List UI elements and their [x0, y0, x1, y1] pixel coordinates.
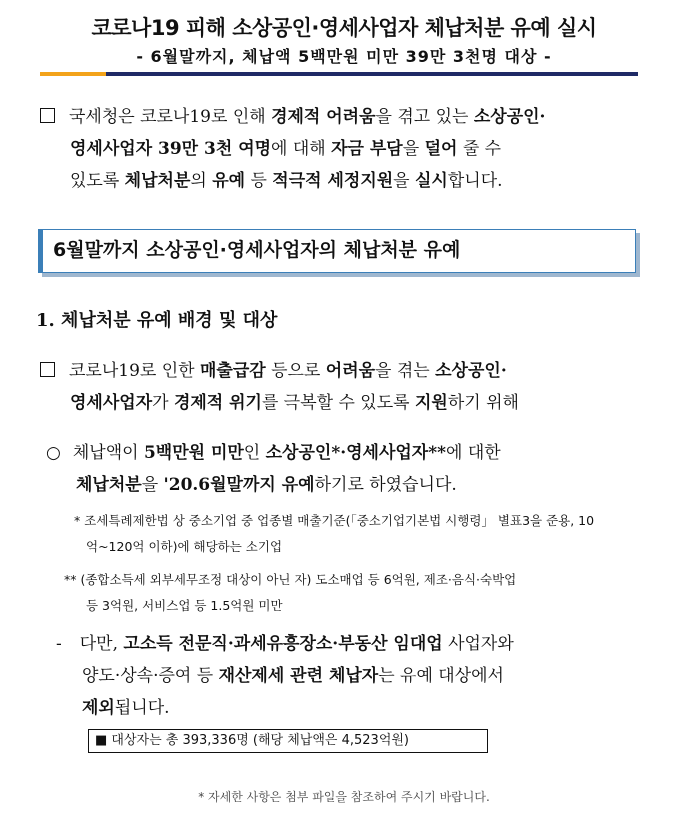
- intro-line-3: 있도록 체납처분의 유예 등 적극적 세정지원을 실시합니다.: [70, 171, 503, 191]
- attachment-note: * 자세한 사항은 첨부 파일을 참조하여 주시기 바랍니다.: [198, 790, 490, 804]
- square-bullet-icon: [40, 108, 55, 123]
- exclusion-line-3: 제외됩니다.: [82, 698, 170, 718]
- document-subtitle: - 6월말까지, 체납액 5백만원 미만 39만 3천명 대상 -: [136, 47, 552, 66]
- circle-bullet-icon: ○: [46, 443, 61, 463]
- header-rule-accent: [40, 72, 106, 76]
- intro-paragraph: [40, 101, 640, 197]
- section-title: 6월말까지 소상공인·영세사업자의 체납처분 유예: [38, 229, 636, 273]
- dash-bullet: -: [56, 634, 62, 654]
- exclusion-paragraph: [56, 628, 640, 724]
- exclusion-line-2: 양도·상속·증여 등 재산제세 관련 체납자는 유예 대상에서: [82, 666, 504, 686]
- target-paragraph: [46, 437, 640, 501]
- exclusion-line-1: - 다만, 고소득 전문직·과세유흥장소·부동산 임대업 사업자와: [56, 634, 514, 654]
- intro-line-1: 국세청은 코로나19로 인해 경제적 어려움을 겪고 있는 소상공인·: [40, 101, 640, 133]
- footnote-1-line-1: * 조세특례제한법 상 중소기업 중 업종별 매출기준(「중소기업기본법 시행령」 별표3을 준용, 10: [74, 513, 595, 528]
- target-line-1: ○ 체납액이 5백만원 미만인 소상공인*·영세사업자**에 대한: [46, 443, 501, 463]
- background-line-2: 영세사업자가 경제적 위기를 극복할 수 있도록 지원하기 위해: [70, 393, 519, 413]
- background-line-1: 코로나19로 인한 매출급감 등으로 어려움을 겪는 소상공인·: [40, 355, 640, 387]
- target-line-2: 체납처분을 '20.6월말까지 유예하기로 하였습니다.: [76, 475, 457, 495]
- background-paragraph: [40, 355, 640, 419]
- heading-1: 1. 체납처분 유예 배경 및 대상: [36, 310, 278, 331]
- footnote-1-line-2: 억~120억 이하)에 해당하는 소기업: [86, 539, 283, 554]
- document-title: 코로나19 피해 소상공인·영세사업자 체납처분 유예 실시: [91, 16, 597, 40]
- footnote-2-line-2: 등 3억원, 서비스업 등 1.5억원 미만: [86, 598, 283, 613]
- header-rule: [106, 72, 638, 76]
- target-total-box: ■ 대상자는 총 393,336명 (해당 체납액은 4,523억원): [88, 729, 488, 753]
- square-bullet-icon: [40, 362, 55, 377]
- intro-line-2: 영세사업자 39만 3천 여명에 대해 자금 부담을 덜어 줄 수: [70, 139, 502, 159]
- footnote-2-line-1: ** (종합소득세 외부세무조정 대상이 아닌 자) 도소매업 등 6억원, 제조·음식·숙박업: [64, 572, 517, 587]
